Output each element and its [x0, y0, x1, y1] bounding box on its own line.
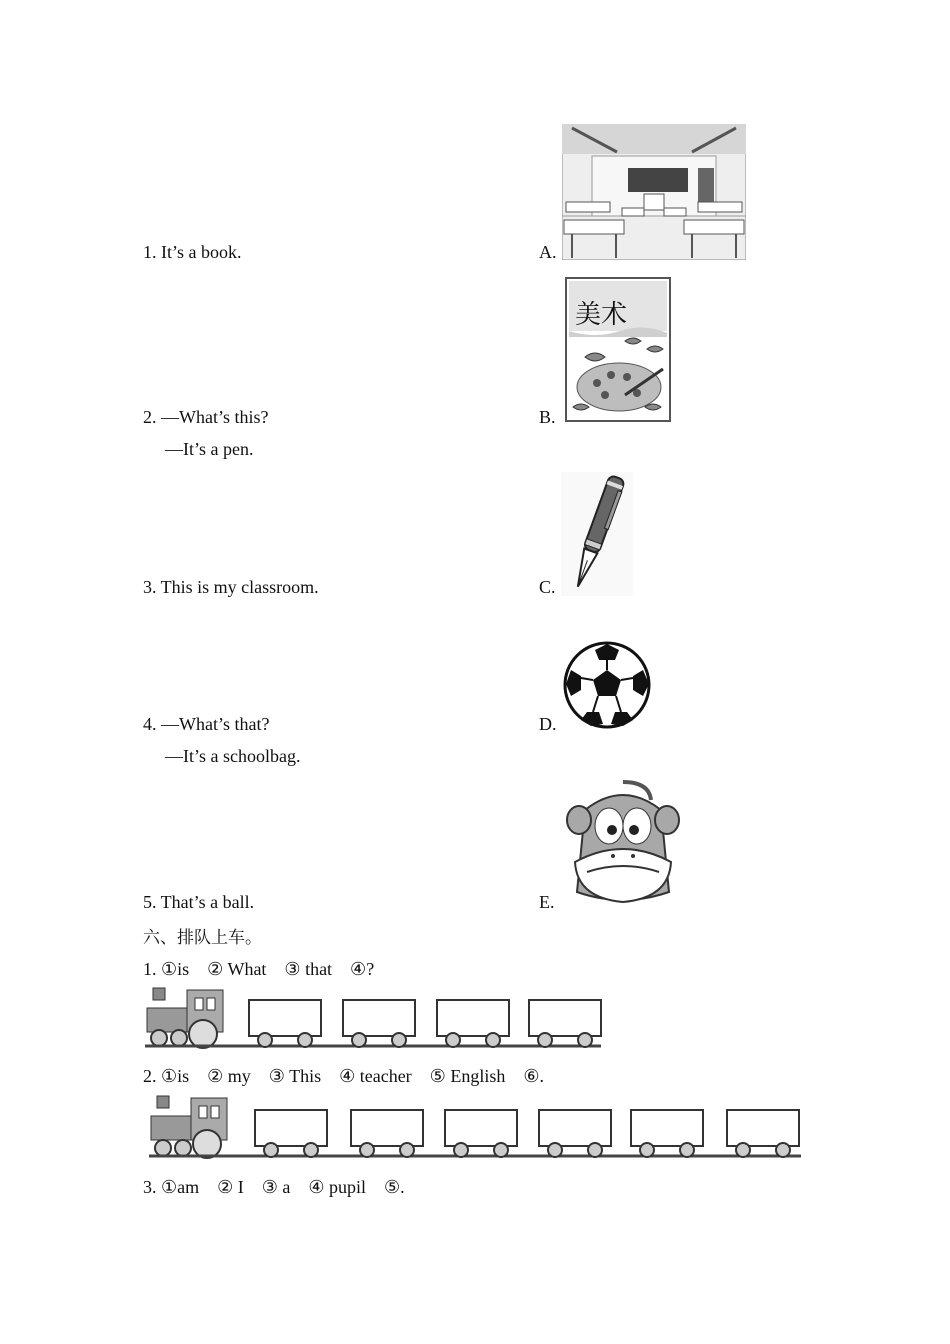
- train-1-engine: [147, 988, 223, 1048]
- pen-image: [561, 472, 633, 596]
- question-4-answer: —It’s a schoolbag.: [165, 746, 301, 766]
- soccer-ball-image: [563, 640, 651, 730]
- question-1: 1. It’s a book.: [143, 242, 242, 262]
- option-e-label: E.: [539, 892, 555, 912]
- sentence-3-words: 3. ①am ② I ③ a ④ pupil ⑤.: [143, 1177, 405, 1197]
- train-2-engine: [151, 1096, 227, 1158]
- question-5: 5. That’s a ball.: [143, 892, 255, 912]
- option-d-label: D.: [539, 714, 557, 734]
- question-2-answer: —It’s a pen.: [165, 439, 254, 459]
- art-book-title: 美术: [575, 300, 628, 330]
- sentence-2-words: 2. ①is ② my ③ This ④ teacher ⑤ English ⑥.: [143, 1066, 544, 1086]
- schoolbag-image: [565, 780, 681, 908]
- option-c-label: C.: [539, 577, 556, 597]
- option-a-label: A.: [539, 242, 557, 262]
- art-book-image: [565, 277, 671, 422]
- section-6-title: 六、排队上车。: [143, 928, 262, 948]
- classroom-image: [562, 124, 746, 260]
- train-2: [149, 1094, 805, 1162]
- train-1: [145, 986, 605, 1052]
- question-3: 3. This is my classroom.: [143, 577, 319, 597]
- question-4-ask: 4. —What’s that?: [143, 714, 270, 734]
- question-2-ask: 2. —What’s this?: [143, 407, 269, 427]
- sentence-1-words: 1. ①is ② What ③ that ④?: [143, 959, 375, 979]
- option-b-label: B.: [539, 407, 556, 427]
